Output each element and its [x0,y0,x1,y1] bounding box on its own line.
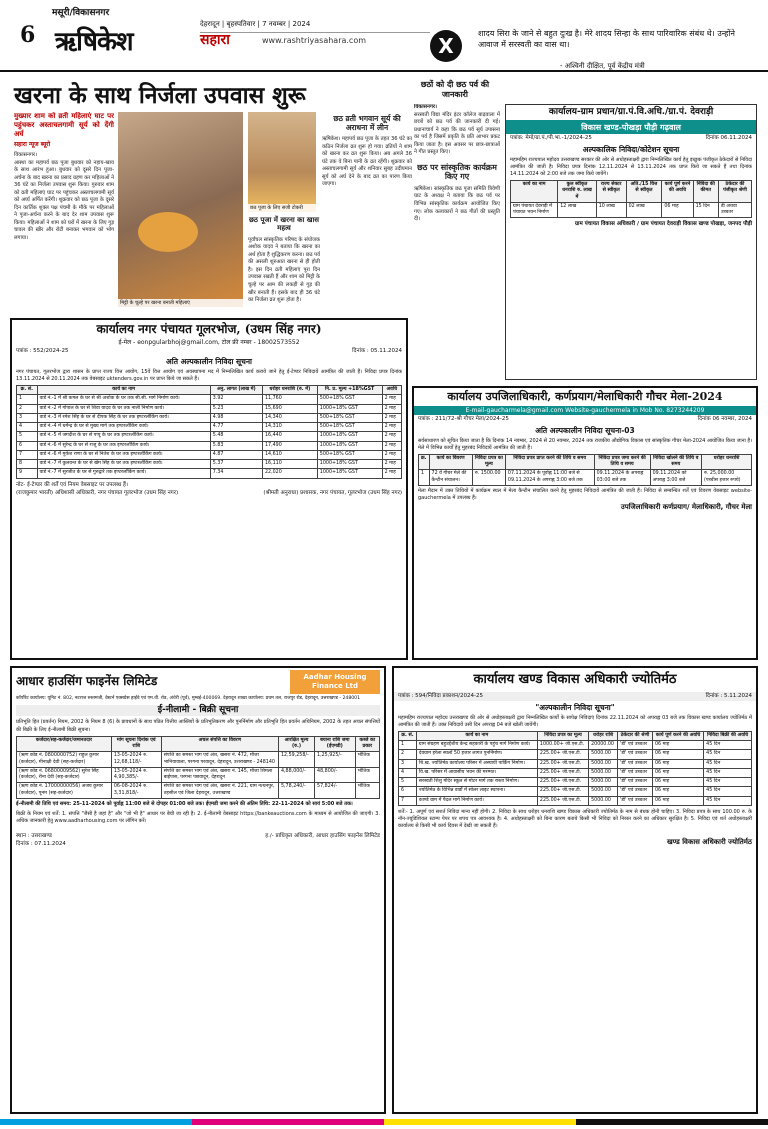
table-cell: 3 [17,413,38,422]
table-row [17,395,402,404]
table-cell: 07.11.2024 के पूर्वाह्न 11:00 बजे से 09.11.2024 के अपराह्न 3:00 बजे तक [505,470,594,485]
notice-aadhar [10,666,386,1114]
table-cell: 500+18% GST [317,423,382,432]
table-cell: 5000.00 [589,768,618,777]
table-cell: भौतिक [355,767,379,782]
table-header-cell: निविदा प्रपत्र का मूल्य [472,455,505,470]
table-cell: 2 माह [382,469,401,478]
table-cell: 'डी' एवं उच्चतर [618,768,653,777]
table-cell: 45 दिन [704,796,752,805]
story-text-1: आस्था का महापर्व छठ पूजा बुधवार को नहाय-खाय के साथ आरंभ हुआ। बुधवार को दूसरे दिन पूजा-अर्चना के बाद खरना का प्रसाद ग्रहण कर महिलाओं ने 36 घंटे का निर्जला उपवास शुरू किया। गुरुवार शाम को व्रती महिलाएं घाट पर पहुंचकर अस्ताचलगामी सूर्य को अर्घ्य अर्पित करेंगी। शुक्रवार को छठ पूजा के दूसरे दिन कार्तिक शुक्ल पक्ष पंचमी के मौके पर महिलाओं ने पूजा-अर्चना करने के बाद देर शाम उपवास शुरू किया। महिलाओं ने शाम को घरों में खरना के लिए गुड़ चावल की खीर और रोटी बनाकर भगवान को भोग लगाया। [14,159,114,241]
side-story-subhead: छठ पर सांस्कृतिक कार्यक्रम किए गए [417,162,497,182]
notice-devrari-subtitle: विकास खण्ड-पोखड़ा पौड़ी गढ़वाल [506,120,756,134]
table-cell: 5 [17,432,38,441]
table-cell: 1000+18% GST [317,469,382,478]
notice-gauchar-table [418,454,752,486]
gauchar-rows [419,470,752,485]
table-header-cell: कार्य का नाम [511,181,558,203]
notice-jyotirmath [392,666,758,1114]
table-cell: (ऋण कोड नं. 0800000752) राहुल कुमार (कर्जदार), मीनाक्षी देवी (सह-कर्जदार) [17,752,112,767]
notice-gularbhoj-date: दिनांक : 05.11.2024 [352,347,402,354]
notice-gauchar-title: कार्यालय उपजिलाधिकारी, कर्णप्रयाग/मेलाधिकारी गौचर मेला-2024 [447,390,723,403]
col2-subhead: छठ पूजा में खरना का खास महत्व [248,216,320,233]
table-cell: 45 दिन [704,759,752,768]
table-cell: 3.92 [210,395,262,404]
story-text-3: ऋषिकेश। महापर्व छठ पूजा के तहत 36 घंटे का कठिन निर्जला व्रत शुरू हो गया। व्रतियों ने शाम को खरना कर व्रत शुरू किया। अब अगले 36 घंटे तक वे बिना पानी के व्रत रहेंगी। शुक्रवार को अस्ताचलगामी सूर्य और शनिवार सुबह उदीयमान सूर्य को अर्घ देने के बाद व्रत का पारण किया जाएगा। [322,136,412,188]
table-cell: (ऋण कोड नं. 17000000056) अजय कुमार (कर्जदार), पूनम (सह-कर्जदार) [17,783,112,798]
table-cell: 8 [17,460,38,469]
table-cell: ज्योतिर्मठ के विभिन्न वार्डों में सोलर लाइट स्थापना। [416,787,537,796]
table-cell: 225.00+ जी.एस.टी. [537,778,588,787]
table-cell: 09.11.2024 को अपराह्न 3:00 बजे [650,470,701,485]
table-header-row [17,736,380,751]
table-header-cell: कुल स्वीकृत धनराशि रु. लाख में [558,181,597,203]
table-cell: 16,110 [262,460,317,469]
notice-gularbhoj-sign-right: (श्रीमती अनुराधा) प्रशासक, नगर पंचायत, गूलरभोज (उधम सिंह नगर) [263,490,402,497]
table-cell: 13-05-2024 रु. 4,90,385/- [111,767,161,782]
table-cell: 45 दिन [704,741,752,750]
notice-jyotirmath-meta [394,692,756,701]
color-registration-bar [0,1119,768,1125]
table-cell: 5000.00 [589,778,618,787]
notice-gularbhoj-email: ई-मेल - eonpgularbhoj@gmail.com, टोल फ्री नम्बर - 18002573552 [118,339,300,346]
table-header-cell: निविदा खोलने की तिथि व समय [650,455,701,470]
table-header-cell: क्र. सं. [17,386,38,395]
aadhar-logo: Aadhar Housing Finance Ltd [290,670,380,694]
table-cell: 2 [17,404,38,413]
table-cell: 2 माह [382,441,401,450]
black-swatch [576,1119,768,1125]
table-cell: 11,760 [262,395,317,404]
notice-jyotirmath-date: दिनांक : 5.11.2024 [705,693,752,700]
table-row [419,470,752,485]
table-cell: 1000+18% GST [317,432,382,441]
table-row [399,768,752,777]
table-cell: वार्ड नं.-1 में श्री कमल के घर से श्री अशोक के घर तक सी.सी. मार्ग निर्माण कार्य। [37,395,210,404]
table-header-cell: मांग सूचना दिनांक एवं राशि [111,736,161,751]
table-cell: भौतिक [355,752,379,767]
table-cell: 4 [17,423,38,432]
table-cell: 1000+18% GST [317,441,382,450]
notice-aadhar-place-date [12,832,70,850]
table-cell: 14,610 [262,450,317,459]
table-header-cell: क्र. सं. [399,732,417,741]
table-cell: 06 माह [652,768,703,777]
notice-devrari-ref: पत्रांक: मेमो/ग्रा.पं./पी.भा.-1/2024-25 [510,135,592,142]
table-row [17,450,402,459]
table-row [17,441,402,450]
notice-jyotirmath-sign: खण्ड विकास अधिकारी ज्योतिर्मठ [667,837,752,846]
table-cell: 14,310 [262,423,317,432]
table-header-cell: राज्य सेक्टर से स्वीकृत [596,181,626,203]
notice-devrari-heading: अल्पकालिक निविदा/कोटेशन सूचना [582,145,680,155]
table-cell: 13-05-2024 रु. 12,68,118/- [111,752,161,767]
story-column-3 [322,112,412,302]
website-link[interactable]: www.rashtriyasahara.com [262,36,367,45]
table-cell: 225.00+ जी.एस.टी. [537,750,588,759]
table-row [17,469,402,478]
table-row [17,767,380,782]
notice-aadhar-heading: ई-नीलामी - बिक्री सूचना [16,705,380,716]
table-cell: 06 माह [652,796,703,805]
table-cell: सरस्वती शिशु मंदिर स्कूल से मोटर मार्ग तक रास्ता निर्माण। [416,778,537,787]
gularbhoj-rows [17,395,402,478]
table-cell: 2 माह [382,460,401,469]
notice-aadhar-body: प्रतिभूति हित (प्रवर्तन) नियम, 2002 के नियम 8 (6) के प्रावधानों के साथ पठित वित्तीय आस्तियों के प्रतिभूतिकरण और पुनर्निर्माण और प्रतिभूति हित प्रवर्तन अधिनियम, 2002 के तहत अचल संपत्तियों की बिक्री के लिए ई-नीलामी बिक्री सूचना। [16,719,380,733]
table-cell: 4.77 [210,423,262,432]
table-row [399,787,752,796]
table-cell: 'डी' एवं उच्चतर [618,796,653,805]
table-row [17,783,380,798]
table-cell: 9 [17,469,38,478]
notice-devrari-title: कार्यालय-ग्राम प्रधान/ग्रा.पं.वि.अधि./ग्रा.पं. देवराड़ी [506,105,756,120]
table-cell: वार्ड नं.-4 में धर्मेन्द्र के घर से मुख्य मार्ग तक इण्टरलॉकिंग कार्य। [37,423,210,432]
table-cell: 6 [399,787,417,796]
notice-gauchar-body: सर्वसाधारण को सूचित किया जाता है कि दिनांक 14 नवम्बर, 2024 से 20 नवम्बर, 2024 तक राजकीय औद्योगिक विकास एवं सांस्कृतिक गौचर मेला-2024 आयोजित किया जाना है। मेले में विभिन्न कार्यों हेतु मुहरबंद निविदायें आमंत्रित की जाती हैं। [418,437,752,451]
notice-aadhar-offices: कॉर्पोरेट कार्यालय: यूनिट नं. 802, नटराज रुस्तमजी, वेस्टर्न एक्सप्रेस हाईवे एवं एम.वी. रोड, अंधेरी (पूर्व), मुम्बई-400069. देहरादून शाखा कार्यालय: प्रथम तल, राजपुर रोड, देहरादून, उत्तराखण्ड - 248001 [16,695,361,701]
table-cell: 'डी' एवं उच्चतर [618,750,653,759]
notice-devrari-table [510,180,752,218]
table-cell: वार्ड नं.-7 में सुरजीत के घर से गुरुद्वारे तक इण्टरलॉकिंग कार्य। [37,469,210,478]
table-cell: वार्ड नं.-5 में जगदीश के घर से पप्पू के घर तक इण्टरलॉकिंग कार्य। [37,432,210,441]
clay-stove-shape [138,212,198,252]
x-social-icon: X [430,30,462,62]
table-cell: 4.98 [210,413,262,422]
table-cell: 2 माह [382,432,401,441]
table-cell: 15 दिन [693,202,718,217]
aadhar-rows [17,752,380,798]
table-header-cell: धरोहर धनराशि [702,455,752,470]
table-cell: 4 [399,768,417,777]
table-header-cell: कार्य पूर्ण करने की अवधि [652,732,703,741]
table-cell: 45 दिन [704,778,752,787]
table-cell: 02 लाख [626,202,662,217]
table-cell: 7 [17,450,38,459]
side-headline: छठों को दी छठ पर्व की जानकारी [420,80,490,99]
table-cell: 06 माह [652,778,703,787]
notice-gauchar-note: मेला मैदान में उक्त तिथियों में कार्यक्रम स्थल में मेला कैन्टीन संचालित करने हेतु मुहरबंद निविदायें आमंत्रित की जाती हैं। निविदा से सम्बन्धित शर्तें एवं विवरण वेबसाइट website-gauchermela में उपलब्ध हैं। [418,487,752,502]
table-header-cell: आरक्षित मूल्य (रु.) [278,736,314,751]
table-cell: देवग्राम हरेला स्थलों 50 हजार लागत पुनर्निर्माण। [416,750,537,759]
jyotirmath-rows [399,741,752,806]
notice-gauchar-sign: उपजिलाधिकारी कर्णप्रयाग/ मेलाधिकारी, गौचर मेला [620,503,752,512]
side-story-place: विकासनगर। [414,104,437,110]
table-row [511,202,752,217]
notice-gularbhoj-table [16,385,402,478]
table-cell: 5 [399,778,417,787]
table-header-row [399,732,752,741]
table-cell: 1 [399,741,417,750]
notice-jyotirmath-body: महामहिम राज्यपाल महोदय उत्तराखण्ड की ओर से अधोहस्ताक्षरी द्वारा निम्नलिखित कार्यों के सापेक्ष निविदाएं दिनांक 22.11.2024 को अपराह्न 03 बजे तक विकास खण्ड कार्यालय ज्योतिर्मठ में आमंत्रित की जाती हैं। उक्त निविदायें उसी दिन अपराह्न 04 बजे खोली जायेंगी। [398,714,752,728]
table-header-cell: निविदा बिक्री की अवधि [704,732,752,741]
edition-label: मसूरी/विकासनगर [52,8,110,18]
table-cell: 1 [419,470,430,485]
table-cell: 5.48 [210,432,262,441]
table-header-cell: नि. प्र. मूल्य +18%GST [317,386,382,395]
story-text-2: पूर्वांचल सांस्कृतिक परिषद के संयोजक अशोक यादव ने बताया कि खरना का अर्थ होता है शुद्धिकरण करना। छठ पर्व की असली शुरुआत खरना से ही होती है। इस दिन व्रती महिलाएं पूरा दिन उपवास रखती हैं और शाम को मिट्टी के चूल्हे पर आम की लकड़ी से गुड़ की खीर बनाती हैं। इसके बाद ही 36 घंटे का निर्जला व्रत शुरू होता है। [248,236,320,304]
table-cell: 500+18% GST [317,413,382,422]
table-cell: 1000+18% GST [317,460,382,469]
table-cell: 5.83 [210,441,262,450]
magenta-swatch [192,1119,384,1125]
notice-gauchar-heading: अति अल्पकालीन निविदा सूचना-03 [535,426,635,436]
table-header-row [511,181,752,203]
notice-devrari-sign: ग्राम पंचायत विकास अधिकारी / ग्राम पंचायत देवराड़ी विकास खण्ड पोखड़ा, जनपद पौड़ी [574,221,752,228]
table-cell: 48,800/- [315,767,356,782]
section-title: ऋषिकेश [55,27,133,57]
table-header-row [419,455,752,470]
table-cell: 16,440 [262,432,317,441]
table-cell: 15,690 [262,404,317,413]
table-cell: ग्राम संग्रहण बहुउद्देशीय केन्द्र सहकारी के पहुंच मार्ग निर्माण कार्य। [416,741,537,750]
table-cell: 1 [17,395,38,404]
table-row [17,752,380,767]
notice-devrari-meta [506,134,756,143]
table-cell: 2 माह [382,395,401,404]
story-photo-women [118,112,243,307]
table-cell: 5000.00 [589,796,618,805]
table-header-cell: ठेकेदार की पंजीकृत श्रेणी [718,181,751,203]
quote-author: - अश्विनी दीक्षित, पूर्व केंद्रीय मंत्री [560,62,645,70]
table-cell: 2 माह [382,423,401,432]
table-cell: 225.00+ जी.एस.टी. [537,796,588,805]
table-header-cell: धरोहर धनराशि (रु. में) [262,386,317,395]
notice-gularbhoj [10,318,408,660]
table-cell: वार्ड नं.-2 में गोपाल के घर से शिवा यादव के घर तक नाली निर्माण कार्य। [37,404,210,413]
notice-aadhar-sign: ह./- प्राधिकृत अधिकारी, आधार हाउसिंग फाइनेंस लिमिटेड [265,832,380,839]
table-cell: 6 [17,441,38,450]
notice-aadhar-header [12,668,384,696]
table-cell: 7.34 [210,469,262,478]
notice-jyotirmath-terms: शर्तें:- 1. अपूर्ण एवं सशर्त निविदा मान्य नहीं होगी। 2. निविदा के साथ धरोहर धनराशि खण्ड विकास अधिकारी ज्योतिर्मठ के नाम से बंधक होनी चाहिए। 3. निविदा प्रपत्र के साथ 100.00 रु. के नॉन-ज्यूडिशियल स्टाम्प पेपर पर शपथ पत्र आवश्यक है। 4. अधोहस्ताक्षरी को बिना कारण बताये किसी भी निविदा को निरस्त करने का अधिकार सुरक्षित है। 5. निविदा एवं शर्त अधोहस्ताक्षरी कार्यालय से किसी भी कार्य दिवस में देखी जा सकती हैं। [398,808,752,830]
table-cell: 5.23 [210,404,262,413]
table-cell: 45 दिन [704,750,752,759]
table-header-cell: निविदा प्रपत्र प्राप्त करने की तिथि व समय [505,455,594,470]
table-cell: वार्ड नं.-3 में रमेश सिंह के घर से दीपक सिंह के घर तक इण्टरलॉकिंग कार्य। [37,413,210,422]
table-cell: वि.ख. परिसर में आवासीय भवन की मरम्मत। [416,768,537,777]
table-header-cell: अचल संपत्ति का विवरण [161,736,278,751]
notice-gauchar-email: E-mail-gaucharmela@gmail.com Website-gauchermela in Mob No. 8273244209 [414,406,756,416]
table-header-cell: निविदा की कीमत [693,181,718,203]
table-cell: 500+18% GST [317,395,382,404]
table-row [17,432,402,441]
main-headline: खरना के साथ निर्जला उपवास शुरू [14,82,306,109]
table-header-cell: कार्य का नाम [416,732,537,741]
table-row [17,460,402,469]
table-cell: 225.00+ जी.एस.टी. [537,768,588,777]
table-header-cell: कार्य का विवरण [429,455,472,470]
table-row [399,741,752,750]
table-cell: (ऋण कोड नं. 06800009562) सुरेश सिंह (कर्जदार), रीना देवी (सह-कर्जदार) [17,767,112,782]
photo-caption-2: छठ पूजा के लिए सजी टोकरी [248,204,316,212]
table-cell: रु. 25,000.00 (पच्चीस हजार रुपये) [702,470,752,485]
table-cell: 'डी' एवं उच्चतर [618,759,653,768]
table-cell: 72 वें गौचर मेले की कैन्टीन संचालन। [429,470,472,485]
table-cell: 45 दिन [704,768,752,777]
table-cell: 22,020 [262,469,317,478]
story-place: विकासनगर। [14,151,37,158]
table-cell: 06 माह [652,759,703,768]
table-cell: 3 [399,759,417,768]
table-cell: 2 माह [382,404,401,413]
table-cell: 4,88,000/- [278,767,314,782]
table-row [399,750,752,759]
notice-gauchar-ref: पत्रांक : 211/72-श्री गौचर मेला/2024-25 [418,416,509,423]
notice-gularbhoj-sign-left: (राजकुमार भारती) अधिशासी अधिकारी, नगर पंचायत गूलरभोज (उधम सिंह नगर) [16,490,179,497]
table-cell: रु. 1500.00 [472,470,505,485]
sahara-logo: सहारा [200,32,230,48]
devrari-rows [511,202,752,217]
table-cell: 1,25,925/- [315,752,356,767]
table-cell: 17,490 [262,441,317,450]
page-number: 6 [20,22,36,48]
table-cell: 09.11.2024 के अपराह्न 03:00 बजे तक [594,470,650,485]
table-cell: 45 दिन [704,787,752,796]
table-cell: 12,59,258/- [278,752,314,767]
table-cell: 2 माह [382,450,401,459]
table-cell: 225.00+ जी.एस.टी. [537,787,588,796]
reporter-byline: सहारा न्यूज ब्यूरो [14,141,51,149]
notice-jyotirmath-ref: पत्रांक : 594/निविदा प्रकाशन/2024-25 [398,693,483,700]
notice-aadhar-footer [12,832,384,850]
table-cell: 1000+18% GST [317,404,382,413]
table-cell: 10 लाख [596,202,626,217]
notice-jyotirmath-heading: "अल्पकालीन निविदा सूचना" [535,703,615,713]
table-cell: भौतिक [355,783,379,798]
photo-caption: मिट्टी के चूल्हे पर खरना बनाती महिलाएं [118,299,243,307]
table-cell: वार्ड नं.-6 में मुकेश राणा के घर से नितेश के घर तक इण्टरलॉकिंग कार्य। [37,450,210,459]
yellow-swatch [384,1119,576,1125]
table-cell: 5,78,240/- [278,783,314,798]
table-cell: 57,824/- [315,783,356,798]
notice-gularbhoj-ref: पत्रांक : 552/2024-25 [16,347,69,354]
table-row [17,404,402,413]
table-cell: 5000.00 [589,750,618,759]
notice-gauchar-meta [414,415,756,424]
notice-gauchar-date: दिनांक 06 नवम्बर, 2024 [697,416,752,423]
table-cell: 14,340 [262,413,317,422]
table-cell: 5.37 [210,460,262,469]
table-cell: 225.00+ जी.एस.टी. [537,759,588,768]
table-cell: 'डी' एवं उच्चतर [618,741,653,750]
table-header-cell: निविदा प्रपत्र जमा करने की तिथि व समय [594,455,650,470]
table-cell: 06 माह [662,202,693,217]
table-cell: 5000.00 [589,787,618,796]
table-cell: 06-08-2024 रु. 3,31,818/- [111,783,161,798]
table-cell: संपत्ति का समस्त भाग एवं अंश, खसरा नं. 145, मौजा शिमला बाईपास, परगना पछवादून, देहरादून [161,767,278,782]
notice-aadhar-title: आधार हाउसिंग फाइनेंस लिमिटेड [16,674,158,689]
col3-subhead: छठ व्रती भगवान सूर्य की अराधना में लीन [333,114,401,132]
notice-devrari-body: महामहिम राज्यपाल महोदय उत्तराखण्ड सरकार की ओर से अधोहस्ताक्षरी द्वारा निम्नलिखित कार्य हेतु इच्छुक पंजीकृत ठेकेदारों से निविदा आमंत्रित की जाती है। निविदा प्रपत्र दिनांक 12.11.2024 से 13.11.2024 तक प्राप्त किये जा सकते हैं तथा दिनांक 14.11.2024 को 2:00 बजे तक जमा किये जायेंगे। [510,156,753,177]
table-row [17,413,402,422]
table-cell: 4.87 [210,450,262,459]
table-row [17,423,402,432]
table-cell: संपत्ति का समस्त भाग एवं अंश, खसरा नं. 221, ग्राम नत्थनपुर, तहसील एवं जिला देहरादून, उत्तराखण्ड [161,783,278,798]
table-header-cell: कर्जदार/सह-कर्जदार/जमानतदार [17,736,112,751]
table-row [399,796,752,805]
story-bullet: मुख्यार शाम को व्रती महिलाएं घाट पर पहुंचकर अस्ताचलगामी सूर्य को देंगी अर्घ [14,112,114,139]
table-header-cell: कार्य पूर्ण करने की अवधि [662,181,693,203]
table-cell: वार्ड नं.-7 में कुलवन्त के घर से खेम सिंह के घर तक इण्टरलॉकिंग कार्य। [37,460,210,469]
table-header-cell: निविदा प्रपत्र का मूल्य [537,732,588,741]
table-cell: डी अथवा उच्चतर [718,202,751,217]
table-cell: 2 [399,750,417,759]
table-row [399,759,752,768]
notice-devrari [505,104,757,380]
notice-aadhar-terms: बिक्री के नियम एवं शर्तें: 1. संपत्ति "जैसी है जहां है" और "जो भी है" आधार पर बेची जा रही है। 2. ई-नीलामी वेबसाइट https://bankeauctions.com के माध्यम से आयोजित की जाएगी। 3. अधिक जानकारी हेतु www.aadharhousing.com पर लॉगिन करें। [16,811,380,825]
table-cell: वार्ड नं.-6 में सुरेन्द्र के घर से राजू के घर तक इण्टरलॉकिंग कार्य। [37,441,210,450]
table-header-cell: धरोहर राशि [589,732,618,741]
table-cell: 500+18% GST [317,450,382,459]
table-cell: 06 माह [652,750,703,759]
quote-text: शादय सिरा के जाने से बहुत दुःख है। मेरे शादय सिन्हा के साथ पारिवारिक संबंध थे। उन्होंने आवाज में सरस्वती का वास था। [478,29,735,50]
table-cell: 'डी' एवं उच्चतर [618,787,653,796]
cyan-swatch [0,1119,192,1125]
table-header-cell: अनु. लागत (लाख में) [210,386,262,395]
notice-devrari-date: दिनांक 06.11.2024 [705,135,752,142]
notice-gauchar [412,386,758,660]
table-cell: 5000.00 [589,759,618,768]
table-header-cell: अति./15 वित्त से स्वीकृत [626,181,662,203]
table-cell: 1000.00+ जी.एस.टी. [537,741,588,750]
table-cell: 06 माह [652,787,703,796]
table-header-row [17,386,402,395]
table-cell: 'डी' एवं उच्चतर [618,778,653,787]
table-header-cell: बयाना राशि जमा (ईएमडी) [315,736,356,751]
table-cell: संपत्ति का समस्त भाग एवं अंश, खसरा नं. 472, मौजा भानियावाला, परगना परवादून, देहरादून, उत्तराखण्ड - 248140 [161,752,278,767]
side-story [414,104,500,404]
table-row [399,778,752,787]
notice-aadhar-date: दिनांक : 07.11.2024 [16,841,66,848]
notice-jyotirmath-title: कार्यालय खण्ड विकास अधिकारी ज्योतिर्मठ [473,672,677,687]
table-cell: ग्राम पंचायत देवराड़ी में पंचायत भवन निर्माण [511,202,558,217]
table-header-cell: कार्य का नाम [37,386,210,395]
table-header-cell: क्र. [419,455,430,470]
notice-aadhar-place: स्थान : उत्तराखण्ड [16,832,52,839]
side-story-subtext: ऋषिकेश। सांस्कृतिक छठ पूजा समिति त्रिवेणी घाट के अध्यक्ष ने बताया कि छठ पर्व पर विभिन्न सांस्कृतिक कार्यक्रम आयोजित किए गए। लोक कलाकारों ने छठ गीतों की प्रस्तुति दी। [414,185,500,223]
notice-aadhar-auction: ई-नीलामी की तिथि एवं समय: 25-11-2024 को पूर्वाह्न 11:00 बजे से दोपहर 01:00 बजे तक। ईएमडी जमा करने की अंतिम तिथि: 22-11-2024 को सायं 5:00 बजे तक। [16,800,353,807]
table-header-cell: ठेकेदार की श्रेणी [618,732,653,741]
table-cell: 20000.00 [589,741,618,750]
table-header-cell: अवधि [382,386,401,395]
notice-gularbhoj-heading: अति अल्पकालीन निविदा सूचना [166,357,252,367]
story-column-2-text [248,214,320,310]
side-story-text: सरस्वती विद्या मंदिर इंटर कॉलेज बाढ़वाला में छात्रों को छठ पर्व की जानकारी दी गई। प्रधानाचार्य ने कहा कि छठ पर्व सूर्य उपासना का पर्व है जिसमें प्रकृति के प्रति आभार प्रकट किया जाता है। इस अवसर पर छात्र-छात्राओं ने गीत प्रस्तुत किए। [414,111,500,156]
dateline: देहरादून | बृहस्पतिवार | 7 नवम्बर | 2024 [200,20,430,33]
masthead [0,0,768,72]
notice-jyotirmath-table [398,731,752,806]
table-cell: काण्डे ग्राम में पैदल मार्ग निर्माण कार्य। [416,796,537,805]
table-header-cell: कब्जे का प्रकार [355,736,379,751]
table-cell: 06 माह [652,741,703,750]
notice-gularbhoj-body: नगर पंचायत, गूलरभोज द्वारा शासन के प्राप्त राज्य वित्त आयोग, 15वें वित्त आयोग एवं अवस्थापना मद में निम्नलिखित कार्य कराये जाने हेतु ई-टेण्डर निविदायें आमंत्रित की जाती हैं। निविदा प्रपत्र दिनांक 13.11.2024 से 20.11.2024 तक वेबसाइट uktenders.gov.in पर प्राप्त किये जा सकते हैं। [16,368,402,382]
table-cell: 12 लाख [558,202,597,217]
notice-gularbhoj-title: कार्यालय नगर पंचायत गूलरभोज, (उधम सिंह नगर) [96,322,322,336]
table-cell: 7 [399,796,417,805]
notice-aadhar-table [16,736,380,799]
table-cell: चि.ख. ज्योतिर्मठ कार्यालय परिसर में अस्थायी पार्किंग निर्माण। [416,759,537,768]
story-column-1 [14,112,114,312]
notice-gularbhoj-meta [12,347,406,356]
notice-gularbhoj-signatures [12,489,406,498]
table-cell: 2 माह [382,413,401,422]
notice-gularbhoj-note: नोट- ई-टेण्डर की शर्तें एवं नियम वेबसाइट पर उपलब्ध हैं। [16,481,128,488]
